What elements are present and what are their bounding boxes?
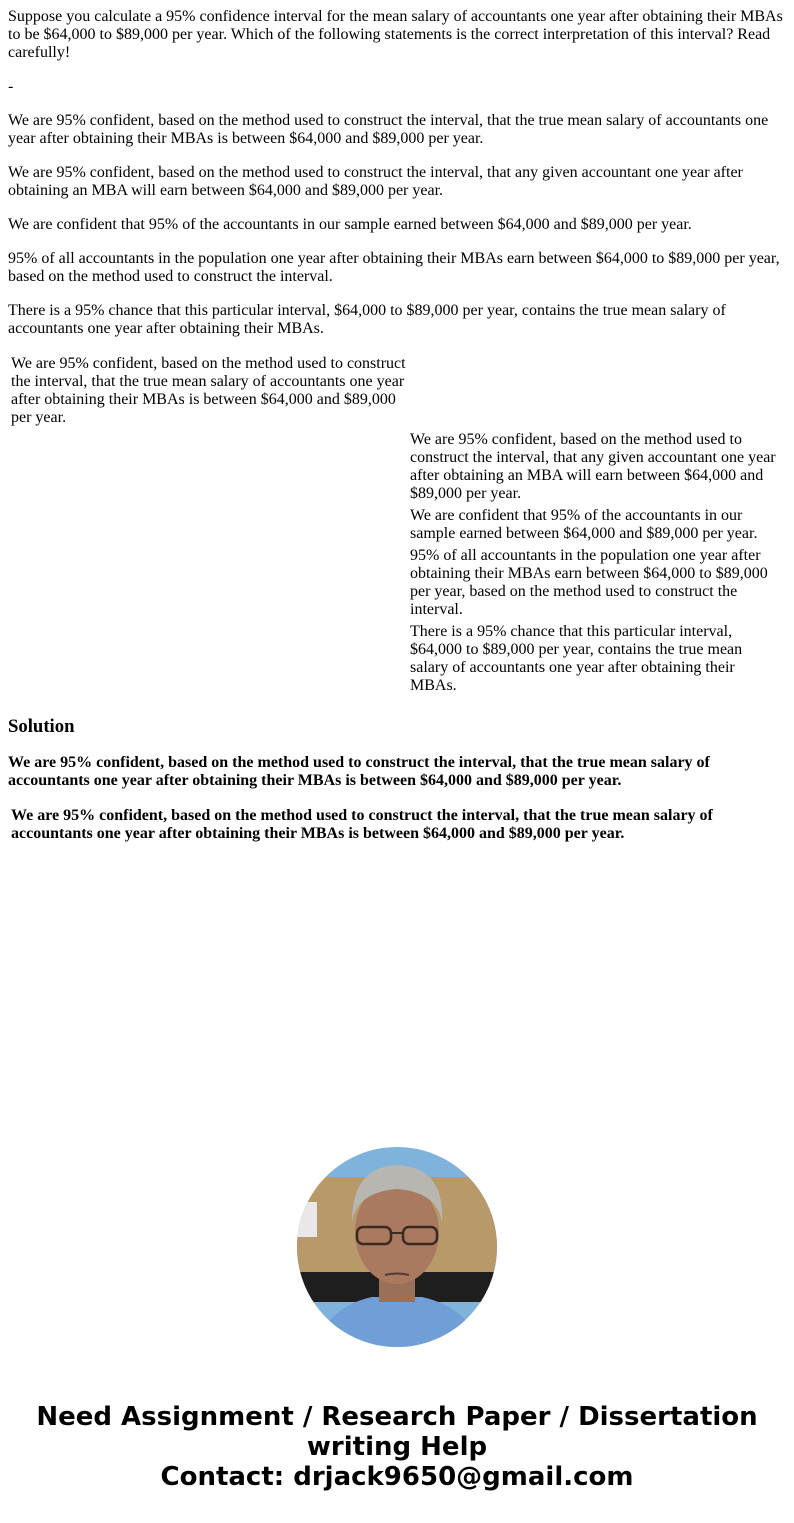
- options-table: [8, 352, 786, 698]
- table-option-3: We are confident that 95% of the accountants in our sample earned between $64,000 and $89,000 per year.: [410, 507, 758, 542]
- question-text: Suppose you calculate a 95% confidence interval for the mean salary of accountants one year after obtaining their MBAs to be $64,000 to $89,000 per year. Which of the following statements is the correct interpretation of this interval? Read carefully!: [8, 8, 783, 61]
- solution-heading: Solution: [8, 716, 75, 737]
- table-option-5: There is a 95% chance that this particular interval, $64,000 to $89,000 per year, contains the true mean salary of accountants one year after obtaining their MBAs.: [410, 623, 743, 694]
- option-2: We are 95% confident, based on the method used to construct the interval, that any given accountant one year after obtaining an MBA will earn between $64,000 and $89,000 per year.: [8, 164, 743, 199]
- solution-answer: We are 95% confident, based on the method used to construct the interval, that the true mean salary of accountants one year after obtaining their MBAs is between $64,000 and $89,000 per year.: [8, 754, 710, 789]
- option-4: 95% of all accountants in the population one year after obtaining their MBAs earn between $64,000 to $89,000 per year, based on the method used to construct the interval.: [8, 250, 780, 285]
- author-photo: [297, 1147, 497, 1347]
- table-option-1: We are 95% confident, based on the method used to construct the interval, that the true mean salary of accountants one year after obtaining their MBAs is between $64,000 and $89,000 per year.: [11, 355, 406, 426]
- solution-answer-repeat: We are 95% confident, based on the method used to construct the interval, that the true mean salary of accountants one year after obtaining their MBAs is between $64,000 and $89,000 per year.: [11, 807, 713, 842]
- footer-contact: Contact: drjack9650@gmail.com: [160, 1462, 634, 1492]
- separator: -: [8, 78, 14, 95]
- option-1: We are 95% confident, based on the method used to construct the interval, that the true mean salary of accountants one year after obtaining their MBAs is between $64,000 and $89,000 per year.: [8, 112, 769, 147]
- table-option-2: We are 95% confident, based on the method used to construct the interval, that any given accountant one year after obtaining an MBA will earn between $64,000 and $89,000 per year.: [410, 431, 776, 502]
- option-5: There is a 95% chance that this particular interval, $64,000 to $89,000 per year, contains the true mean salary of accountants one year after obtaining their MBAs.: [8, 302, 726, 337]
- footer-help-text: Need Assignment / Research Paper / Dissertation writing Help: [36, 1402, 758, 1462]
- table-option-4: 95% of all accountants in the population one year after obtaining their MBAs earn between $64,000 to $89,000 per year, based on the method used to construct the interval.: [410, 547, 768, 618]
- footer: [8, 1402, 786, 1492]
- option-3: We are confident that 95% of the accountants in our sample earned between $64,000 and $89,000 per year.: [8, 216, 692, 233]
